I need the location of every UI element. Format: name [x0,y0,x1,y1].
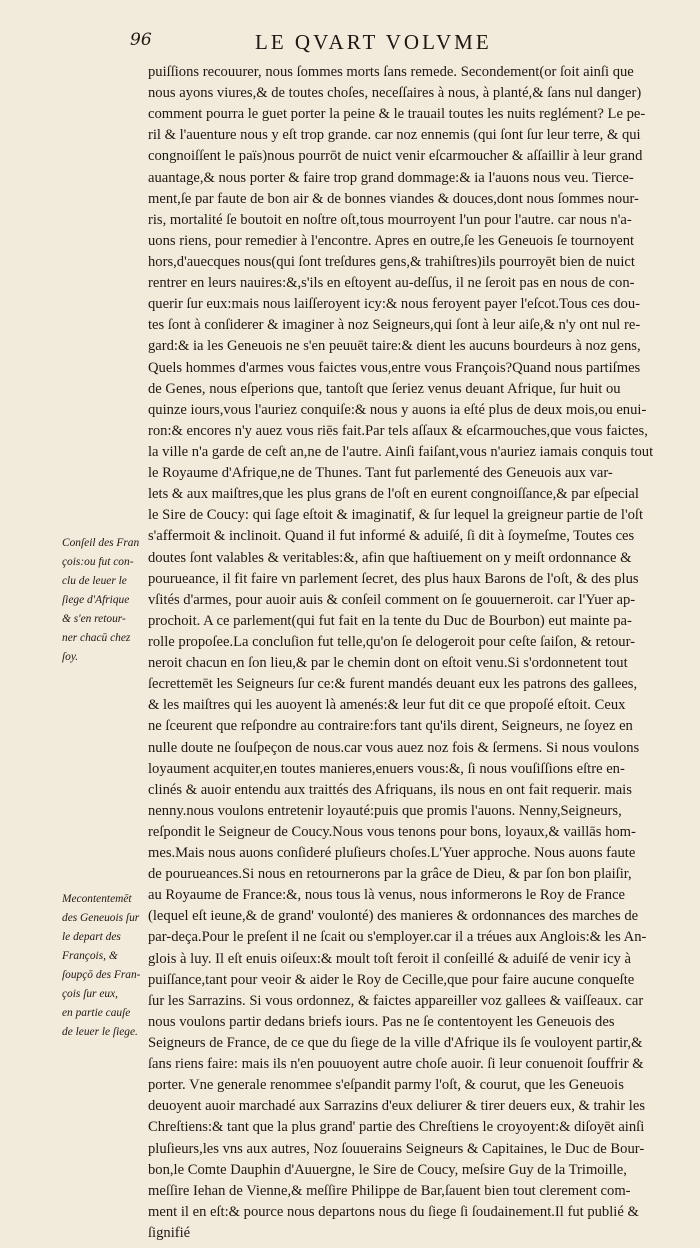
text-line: pourueance, il fit faire vn parlement ſecret, des plus haux Barons de l'oſt, & des plus [148,570,639,587]
text-line: prochoit. A ce parlement(qui fut fait en la tente du Duc de Bourbon) eut mainte pa- [148,612,632,629]
margin-note-line: François, & [62,950,118,962]
margin-note-line: clu de leuer le [62,575,127,587]
page-number: 96 [130,30,152,50]
text-line: meſſire Iehan de Vienne,& meſſire Philippe de Bar,ſauent bien tout clerement com- [148,1182,631,1199]
text-line: ſignifié [148,1225,191,1242]
margin-note-line: en partie cauſe [62,1007,131,1019]
text-line: mes.Mais nous auons conſideré pluſieurs choſes.L'Yuer approche. Nous auons faute [148,845,636,862]
text-line: Seigneurs de France, de ce que du ſiege de la ville d'Afrique ils ſe vouloyent partir,& [148,1035,643,1052]
text-line: ron:& encores n'y auez vous riēs fait.Par tels aſſaux & eſcarmouches,que vous faictes, [148,422,648,439]
margin-note-line: ſoy. [62,651,79,663]
text-line: au Royaume de France:&, nous tous là venus, nous informerons le Roy de France [148,887,626,904]
text-line: deuoyent auoir marchadé aux Sarrazins d'eux deliurer & tirer deuers eux, & trahir les [148,1098,645,1115]
text-line: uons riens, pour remedier à l'encontre. Apres en outre,ſe les Geneuois ſe tournoyent [148,232,635,249]
margin-note-line: Conſeil des Fran [62,537,140,549]
text-line: Chreſtiens:& tant que la plus grand' partie des Chreſtiens le croyoyent:& diſoyēt ainſi [148,1119,645,1136]
text-line: le Sire de Coucy: qui ſage eſtoit & imaginatif, & ſur lequel la greigneur partie de l'oſt [148,507,644,524]
text-line: bon,le Comte Dauphin d'Auuergne, le Sire de Coucy, meſsire Guy de la Trimoille, [148,1161,627,1178]
text-line: rentrer en leurs nauires:&,s'ils en eſtoyent au-deſſus, il ne ſeroit pas en nous de con- [148,275,635,292]
text-line: la ville n'a garde de ceſt an,ne de l'autre. Ainſi faiſant,vous n'auriez iamais conquis tout [148,443,654,460]
text-line: tes ſont à conſiderer & imaginer à noz Seigneurs,qui ſont à leur aiſe,& n'y ont nul re- [148,317,641,334]
text-line: & les maiſtres qui les auoyent là amenés:& leur fut dit ce que propoſé eſtoit. Ceux [148,697,626,714]
text-line: reſpondit le Seigneur de Coucy.Nous vous tenons pour bons, loyaux,& vaillās hom- [148,823,636,840]
text-line: Quels hommes d'armes vous faictes vous,entre vous François?Quand nous partiſmes [148,359,641,376]
text-line: pluſieurs,les vns aux autres, Noz ſouuerains Seigneurs & Capitaines, le Duc de Bour- [148,1140,645,1157]
text-line: ril & l'auenture nous y eſt trop grande. car noz ennemis (qui ſont ſur leur terre, & qui [148,127,641,144]
margin-note-line: de leuer le ſiege. [62,1026,138,1038]
text-line: nous ayons viures,& de toutes choſes, neceſſaires à nous, à planté,& ſans nul danger) [148,85,642,102]
text-line: loyaument acquiter,en toutes manieres,enuers vous:&, ſi nous vouſiſſions eſtre en- [148,760,625,777]
margin-note-line: Mecontentemēt [62,893,132,905]
text-line: porter. Vne generale renommee s'eſpandit parmy l'oſt, & courut, que les Geneuois [148,1077,624,1094]
text-line: auantage,& nous porter & faire trop grand dommage:& ia l'auons nous veu. Tierce- [148,169,634,186]
margin-note-line: ſiege d'Afrique [62,594,130,606]
text-line: congnoiſſent le païs)nous pourrōt de nuict venir eſcarmoucher & aſſaillir à leur grand [148,148,643,165]
text-line: ment,ſe par faute de bon air & de bonnes viandes & douces,dont nous ſommes nour- [148,190,639,207]
margin-note-line: ſoupçō des Fran- [62,969,141,981]
text-line: nous voulons partir dedans briefs iours. Pas ne ſe contentoyent les Geneuois des [148,1013,615,1030]
text-line: comment pourra le guet porter la peine & le trauail toutes les nuits reglément? Le pe- [148,106,646,123]
margin-note-line: çois:ou fut con- [62,556,134,568]
text-line: s'affermoit & inclinoit. Quand il fut informé & aduiſé, ſi dit à ſoymeſme, Toutes ces [148,528,635,545]
text-line: par-deça.Pour le preſent il ne ſcait ou s'employer.car il a tréues aux Anglois:& les An- [148,929,647,946]
text-line: de Genes, nous eſperions que, tantoſt que ſeriez venus deuant Afrique, ſur huit ou [148,380,621,397]
text-line: vſités d'armes, pour auoir auis & conſeil comment on ſe gouuerneroit. car l'Yuer ap- [148,591,636,608]
margin-note-line: ner chacū chez [62,632,131,644]
margin-note-genoese [62,890,148,1042]
text-line: quinze iours,vous l'auriez conquiſe:& nous y auons ia eſté plus de deux mois,ou enui- [148,401,647,418]
text-line: glois à luy. Il eſt enuis oiſeux:& moult toſt feroit il conſeillé & aduiſé de venir icy à [148,950,631,967]
text-line: (lequel eſt ieune,& de grand' voulonté) des manieres & ordonnances des marches de [148,908,639,925]
text-line: doutes ſont valables & veritables:&, afin que haſtiuement on y meiſt ordonnance & [148,549,632,566]
running-title: LE QVART VOLVME [255,30,492,54]
margin-note-line: le depart des [62,931,121,943]
page-header [130,30,590,56]
text-line: nenny.nous voulons entretenir loyauté:puis que promis l'auons. Nenny,Seigneurs, [148,802,622,819]
text-line: de pourueances.Si nous en retournerons par la grâce de Dieu, & par ſon bon plaiſir, [148,866,632,883]
text-line: ment il en eſt:& pource nous departons nous du ſiege ſi ſoudainement.Il fut publié & [148,1203,639,1220]
text-line: ſecrettemēt les Seigneurs ſur ce:& furent mandés deuant eux les patrons des gallees, [148,676,638,693]
text-line: neroit chacun en ſon lieu,& par le chemin dont on eſtoit venu.Si s'ordonnetent tout [148,655,628,672]
margin-note-line: & s'en retour- [62,613,126,625]
margin-note-line: çois ſur eux, [62,988,118,1000]
text-line: puiſſance,tant pour veoir & aider le Roy de Cecille,que pour faire aucune conqueſte [148,971,635,988]
text-line: lets & aux maiſtres,que les plus grans de l'oſt en eurent congnoiſſance,& par eſpecial [148,486,639,503]
text-line: clinés & auoir entendu aux traittés des Afriquans, ils nous en ont fait requerir. mais [148,781,632,798]
text-line: gard:& ia les Geneuois ne s'en peuuēt taire:& dient les aucuns bourdeurs à noz gens, [148,338,641,355]
text-line: ſans riens faire: mais ils n'en pouuoyent autre choſe auoir. ſi leur conuenoit ſouffrir & [148,1056,644,1073]
text-line: ne ſceurent que reſpondre au contraire:fors tant qu'ils dirent, Seigneurs, ne ſoyez en [148,718,633,735]
text-line: rolle propoſee.La concluſion fut telle,qu'on ſe delogeroit pour ceſte ſaiſon, & retour- [148,633,636,650]
body-text [148,62,654,1244]
text-line: hors,d'auecques nous(qui ſont treſdures gens,& trahiſtres)ils pourroyēt bien de nuict [148,253,635,270]
text-line: puiſſions recouurer, nous ſommes morts ſans remede. Secondement(or ſoit ainſi que [148,64,634,80]
text-line: le Royaume d'Afrique,ne de Thunes. Tant fut parlementé des Geneuois aux var- [148,465,613,482]
text-line: ris, mortalité ſe boutoit en noſtre oſt,tous mourroyent l'un pour l'autre. car nous n'a- [148,211,632,228]
text-line: nulle doute ne ſouſpeçon de nous.car vous auez noz fois & ſermens. Si nous voulons [148,739,640,756]
text-line: querir ſur eux:mais nous laiſſeroyent icy:& nous feroyent payer l'eſcot.Tous ces dou- [148,296,640,313]
text-line: ſur les Sarrazins. Si vous ordonnez, & faictes appareiller voz gallees & vaiſſeaux. car [148,992,644,1009]
margin-note-council [62,534,148,667]
margin-note-line: des Geneuois ſur [62,912,140,924]
